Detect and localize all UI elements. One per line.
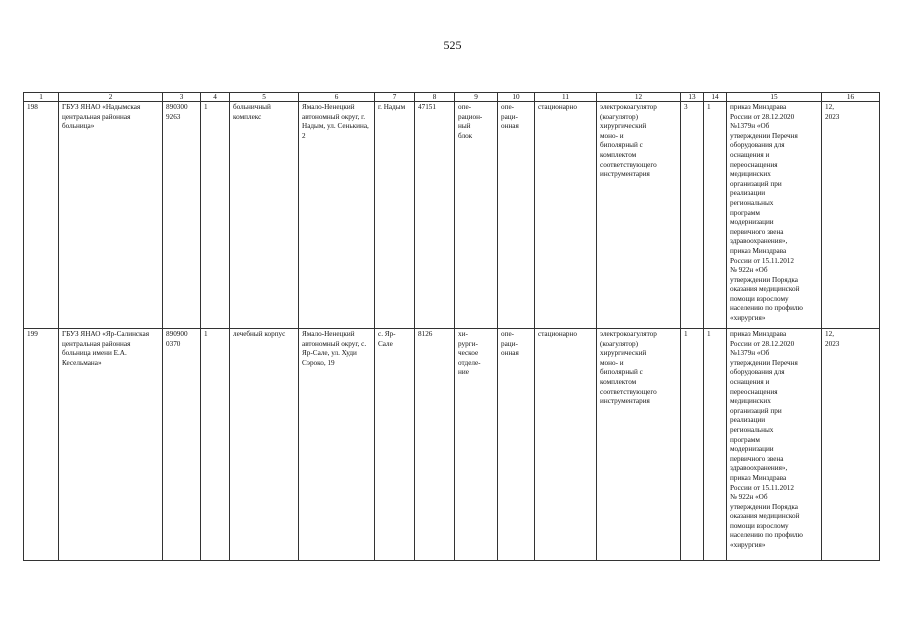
page-number: 525 [443,38,462,52]
organization-name: ГБУЗ ЯНАО «Надымская центральная районная больница» [59,102,163,329]
locality-cell: с. Яр- Сале [375,329,415,561]
column-header: 15 [727,93,822,102]
locality-cell: г. Надым [375,102,415,329]
equipment-cell: электрокоагулятор (коагулятор) хирургический моно- и биполярный с комплектом соответствующего инструментария [597,329,681,561]
row-number: 199 [24,329,59,561]
quantity-cell: 1 [704,102,727,329]
code-cell: 8126 [415,329,455,561]
column-header: 5 [230,93,299,102]
column-header: 2 [59,93,163,102]
column-header: 12 [597,93,681,102]
column-header: 11 [535,93,597,102]
count-cell: 1 [201,102,230,329]
address-cell: Ямало-Ненецкий автономный округ, с. Яр-Сале, ул. Худи Сэроко, 19 [299,329,375,561]
deadline-cell: 12, 2023 [822,102,880,329]
table-row [24,329,880,561]
regulation-cell: приказ Минздрава России от 28.12.2020 №1379н «Об утверждении Перечня оборудования для оснащения и переоснащения медицинских организаций при реализации региональных программ модернизации первичного звена здравоохранения», приказ Минздрава России от 15.11.2012 № 922н «Об утверждении Порядка оказания медицинской помощи взрослому населению по профилю «хирургия» [727,329,822,561]
column-header: 7 [375,93,415,102]
column-header: 4 [201,93,230,102]
care-type-cell: стационарно [535,329,597,561]
deadline-cell: 12, 2023 [822,329,880,561]
room-cell: опе- раци- онная [498,329,535,561]
column-header: 14 [704,93,727,102]
inn-cell: 890900 0370 [163,329,201,561]
column-header: 10 [498,93,535,102]
quantity-cell: 1 [681,329,704,561]
equipment-cell: электрокоагулятор (коагулятор) хирургический моно- и биполярный с комплектом соответствующего инструментария [597,102,681,329]
column-header: 3 [163,93,201,102]
room-cell: опе- раци- онная [498,102,535,329]
care-type-cell: стационарно [535,102,597,329]
department-cell: хи- рурги- ческое отделе- ние [455,329,498,561]
count-cell: 1 [201,329,230,561]
code-cell: 47151 [415,102,455,329]
column-header: 16 [822,93,880,102]
column-header: 13 [681,93,704,102]
building-cell: больничный комплекс [230,102,299,329]
header-row [24,93,880,102]
organization-name: ГБУЗ ЯНАО «Яр-Салинская центральная районная больница имени Е.А. Кесельмана» [59,329,163,561]
column-header: 1 [24,93,59,102]
column-header: 6 [299,93,375,102]
inn-cell: 890300 9263 [163,102,201,329]
column-header: 9 [455,93,498,102]
quantity-cell: 3 [681,102,704,329]
regulation-cell: приказ Минздрава России от 28.12.2020 №1379н «Об утверждении Перечня оборудования для оснащения и переоснащения медицинских организаций при реализации региональных программ модернизации первичного звена здравоохранения», приказ Минздрава России от 15.11.2012 № 922н «Об утверждении Порядка оказания медицинской помощи взрослому населению по профилю «хирургия» [727,102,822,329]
quantity-cell: 1 [704,329,727,561]
building-cell: лечебный корпус [230,329,299,561]
table-row [24,102,880,329]
address-cell: Ямало-Ненецкий автономный округ, г. Надым, ул. Сенькина, 2 [299,102,375,329]
department-cell: опе- рацион- ный блок [455,102,498,329]
row-number: 198 [24,102,59,329]
equipment-table [23,92,880,561]
column-header: 8 [415,93,455,102]
